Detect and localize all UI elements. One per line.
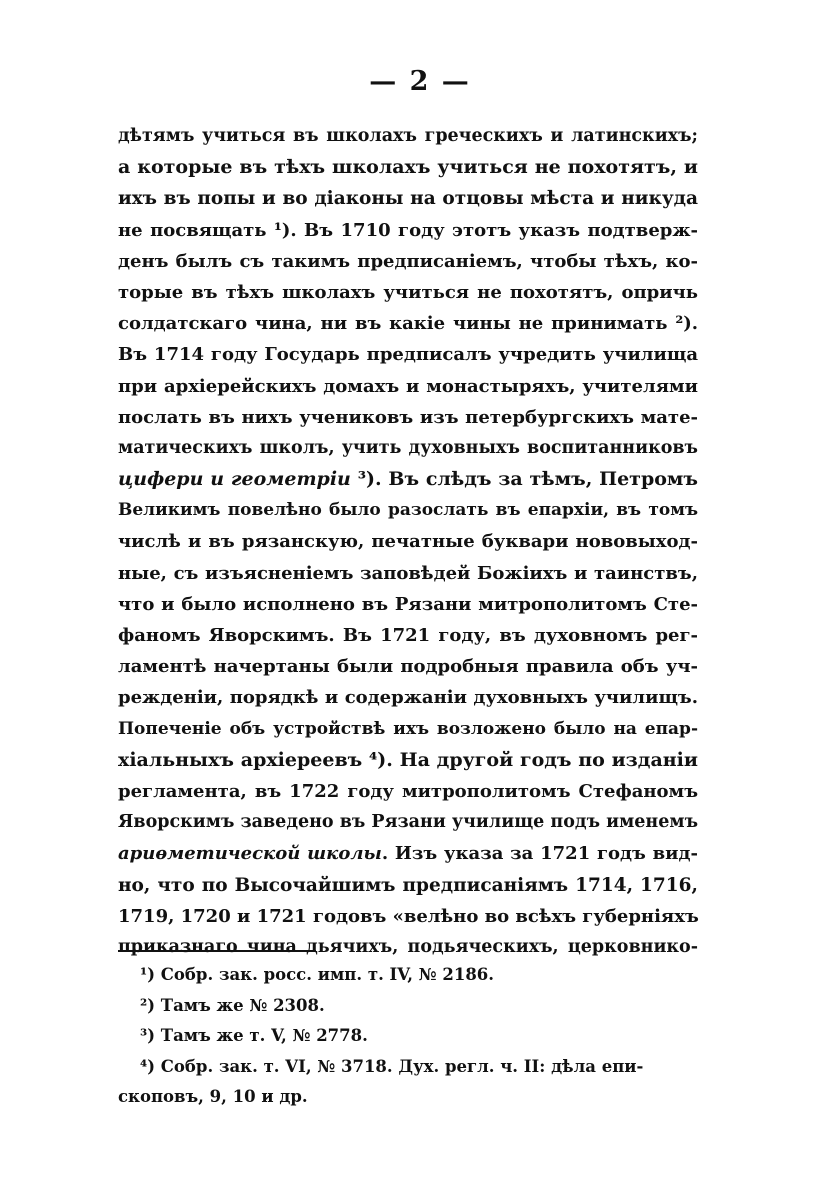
body-text xyxy=(118,121,698,963)
text-line: при архіерейскихъ домахъ и монастыряхъ, учителями xyxy=(118,375,698,397)
text-line: Яворскимъ заведено въ Рязани училище подъ именемъ xyxy=(118,812,698,833)
text-line: числѣ и въ рязанскую, печатные буквари нововыход‑ xyxy=(118,531,698,553)
text-span: . Изъ указа за 1721 годъ вид‑ xyxy=(381,843,698,865)
footnote-mark: ⁴) xyxy=(140,1056,156,1076)
text-line: денъ былъ съ такимъ предписаніемъ, чтобы тѣхъ, ко‑ xyxy=(118,250,698,272)
text-line: что и было исполнено въ Рязани митрополитомъ Сте‑ xyxy=(118,593,698,615)
text-line: дѣтямъ учиться въ школахъ греческихъ и латинскихъ; xyxy=(118,126,698,146)
text-span: ³). Въ слѣдъ за тѣмъ, Петромъ xyxy=(350,468,698,491)
text-line: Въ 1714 году Государь предписалъ учредить училища xyxy=(118,344,698,366)
footnote-mark: ²) xyxy=(140,995,156,1015)
text-line: ные, съ изъясненіемъ заповѣдей Божіихъ и таинствъ, xyxy=(118,562,698,584)
footnote-text: Тамъ же № 2308. xyxy=(155,995,325,1015)
text-line: торые въ тѣхъ школахъ учиться не похотятъ, опричь xyxy=(118,281,698,303)
text-line: ламентѣ начертаны были подробныя правила объ уч‑ xyxy=(118,656,698,678)
text-line: ихъ въ попы и во діаконы на отцовы мѣста и никуда xyxy=(118,188,698,210)
footnote xyxy=(118,1052,698,1083)
text-line: но, что по Высочайшимъ предписаніямъ 1714, 1716, xyxy=(118,874,698,896)
text-line: солдатскаго чина, ни въ какіе чины не принимать ²). xyxy=(118,313,698,335)
footnote-mark: ³) xyxy=(140,1026,156,1045)
footnote-text: Тамъ же т. V, № 2778. xyxy=(155,1026,368,1045)
text-line xyxy=(118,838,698,869)
italic-phrase: ариѳметической школы xyxy=(118,843,382,865)
text-line: хіальныхъ архіереевъ ⁴). На другой годъ по изданіи xyxy=(118,748,698,771)
footnotes xyxy=(118,960,698,1113)
text-line: матическихъ школъ, учить духовныхъ воспитанниковъ xyxy=(118,437,698,458)
text-line: регламента, въ 1722 году митрополитомъ Стефаномъ xyxy=(118,780,698,802)
footnote xyxy=(118,960,698,991)
text-line: Попеченіе объ устройствѣ ихъ возложено было на епар‑ xyxy=(118,718,698,739)
text-line: фаномъ Яворскимъ. Въ 1721 году, въ духовномъ рег‑ xyxy=(118,625,698,646)
text-line: Великимъ повелѣно было разослать въ епархіи, въ томъ xyxy=(118,500,698,521)
text-line: послать въ нихъ учениковъ изъ петербургскихъ мате‑ xyxy=(118,406,698,428)
page-number: — 2 — xyxy=(369,66,471,97)
footnote xyxy=(118,991,698,1022)
footnote-text: Собр. зак. т. VI, № 3718. Дух. регл. ч. II: дѣла епи‑ xyxy=(155,1056,644,1076)
footnote-rule xyxy=(118,950,316,952)
italic-phrase: цифери и геометріи xyxy=(118,468,351,491)
text-line xyxy=(118,464,698,495)
footnote-text: Собр. зак. росс. имп. т. IV, № 2186. xyxy=(155,965,495,984)
text-line: не посвящать ¹). Въ 1710 году этотъ указъ подтверж‑ xyxy=(118,219,698,241)
text-line: 1719, 1720 и 1721 годовъ «велѣно во всѣхъ губерніяхъ xyxy=(118,905,699,927)
text-line: а которые въ тѣхъ школахъ учиться не похотятъ, и xyxy=(118,156,698,179)
footnote-mark: ¹) xyxy=(140,965,156,984)
footnote-continuation xyxy=(118,1082,698,1113)
text-line: режденіи, порядкѣ и содержаніи духовныхъ училищъ. xyxy=(118,687,698,709)
footnote xyxy=(118,1021,698,1052)
text-line: приказнаго чина дьячихъ, подьяческихъ, церковнико‑ xyxy=(118,936,698,957)
footnote-text: скоповъ, 9, 10 и др. xyxy=(118,1087,308,1106)
